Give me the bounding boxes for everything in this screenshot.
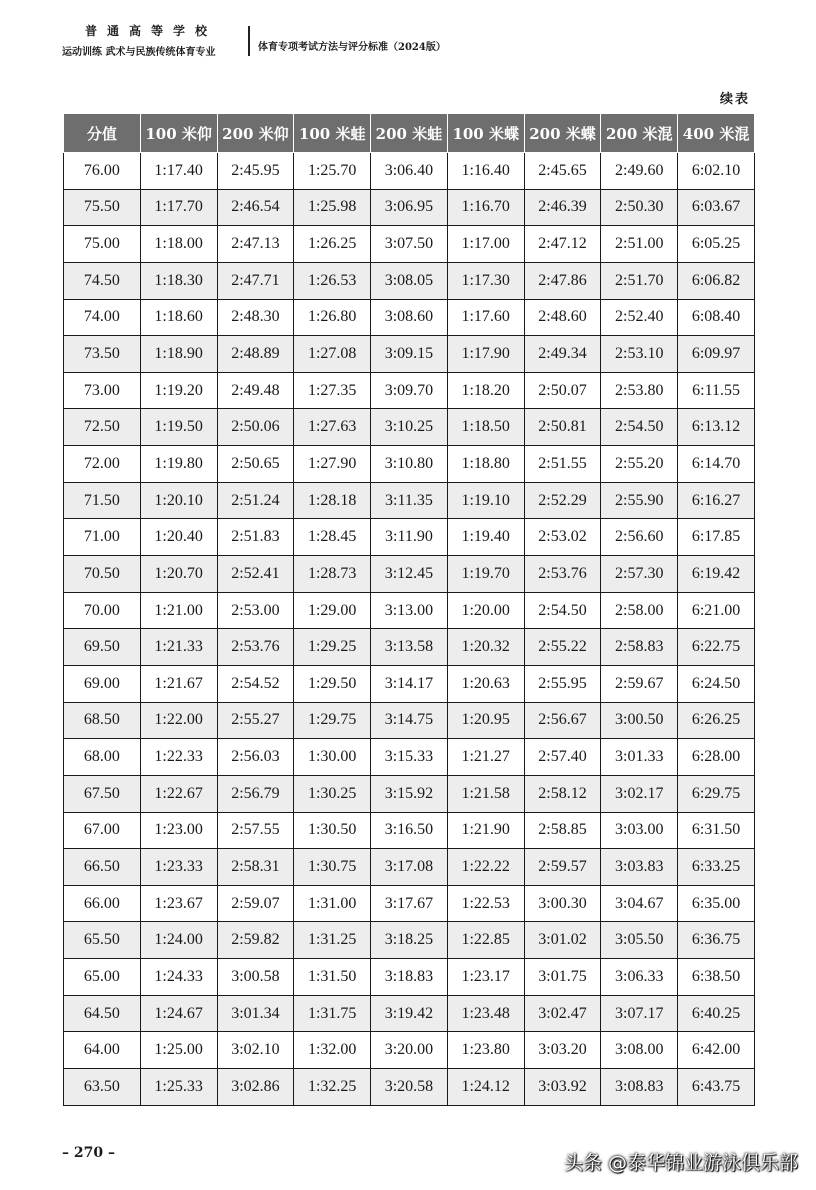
time-cell: 1:23.00 bbox=[140, 812, 217, 849]
time-cell: 3:20.58 bbox=[371, 1069, 448, 1106]
time-cell: 2:54.50 bbox=[524, 592, 601, 629]
time-cell: 2:50.65 bbox=[217, 446, 294, 483]
time-cell: 3:17.67 bbox=[371, 885, 448, 922]
time-cell: 1:21.33 bbox=[140, 629, 217, 666]
score-cell: 76.00 bbox=[64, 153, 141, 190]
time-cell: 3:01.02 bbox=[524, 922, 601, 959]
time-cell: 1:17.60 bbox=[447, 299, 524, 336]
time-cell: 6:33.25 bbox=[678, 849, 755, 886]
time-cell: 2:50.07 bbox=[524, 372, 601, 409]
time-cell: 2:49.48 bbox=[217, 372, 294, 409]
score-table bbox=[63, 113, 755, 1106]
col-header-100m-back: 100 米仰 bbox=[140, 114, 217, 153]
time-cell: 1:31.25 bbox=[294, 922, 371, 959]
time-cell: 2:56.79 bbox=[217, 775, 294, 812]
time-cell: 1:24.33 bbox=[140, 959, 217, 996]
table-row bbox=[64, 592, 755, 629]
time-cell: 6:17.85 bbox=[678, 519, 755, 556]
time-cell: 3:05.50 bbox=[601, 922, 678, 959]
table-row bbox=[64, 739, 755, 776]
time-cell: 2:55.22 bbox=[524, 629, 601, 666]
time-cell: 6:03.67 bbox=[678, 189, 755, 226]
time-cell: 2:48.60 bbox=[524, 299, 601, 336]
table-row bbox=[64, 1069, 755, 1106]
time-cell: 1:27.90 bbox=[294, 446, 371, 483]
time-cell: 1:28.18 bbox=[294, 482, 371, 519]
time-cell: 1:17.40 bbox=[140, 153, 217, 190]
time-cell: 1:20.63 bbox=[447, 665, 524, 702]
time-cell: 1:30.75 bbox=[294, 849, 371, 886]
table-header-row bbox=[64, 114, 755, 153]
table-row bbox=[64, 812, 755, 849]
time-cell: 1:23.17 bbox=[447, 959, 524, 996]
time-cell: 3:02.86 bbox=[217, 1069, 294, 1106]
col-header-200m-fly: 200 米蝶 bbox=[524, 114, 601, 153]
time-cell: 3:03.00 bbox=[601, 812, 678, 849]
time-cell: 1:23.33 bbox=[140, 849, 217, 886]
time-cell: 3:06.40 bbox=[371, 153, 448, 190]
time-cell: 1:24.00 bbox=[140, 922, 217, 959]
col-header-200m-breast: 200 米蛙 bbox=[371, 114, 448, 153]
score-cell: 72.50 bbox=[64, 409, 141, 446]
table-row bbox=[64, 299, 755, 336]
time-cell: 6:29.75 bbox=[678, 775, 755, 812]
time-cell: 1:23.67 bbox=[140, 885, 217, 922]
time-cell: 1:25.70 bbox=[294, 153, 371, 190]
time-cell: 2:53.00 bbox=[217, 592, 294, 629]
time-cell: 1:22.33 bbox=[140, 739, 217, 776]
time-cell: 1:30.25 bbox=[294, 775, 371, 812]
col-header-100m-fly: 100 米蝶 bbox=[447, 114, 524, 153]
time-cell: 1:21.90 bbox=[447, 812, 524, 849]
time-cell: 6:05.25 bbox=[678, 226, 755, 263]
header-divider bbox=[248, 26, 250, 56]
time-cell: 2:56.60 bbox=[601, 519, 678, 556]
table-row bbox=[64, 409, 755, 446]
time-cell: 1:31.00 bbox=[294, 885, 371, 922]
col-header-score: 分值 bbox=[64, 114, 141, 153]
time-cell: 1:30.50 bbox=[294, 812, 371, 849]
table-row bbox=[64, 1032, 755, 1069]
time-cell: 1:19.20 bbox=[140, 372, 217, 409]
time-cell: 2:59.82 bbox=[217, 922, 294, 959]
time-cell: 1:20.70 bbox=[140, 556, 217, 593]
time-cell: 3:08.60 bbox=[371, 299, 448, 336]
time-cell: 3:11.90 bbox=[371, 519, 448, 556]
time-cell: 3:04.67 bbox=[601, 885, 678, 922]
time-cell: 1:26.80 bbox=[294, 299, 371, 336]
time-cell: 2:51.55 bbox=[524, 446, 601, 483]
time-cell: 1:22.67 bbox=[140, 775, 217, 812]
time-cell: 3:14.75 bbox=[371, 702, 448, 739]
time-cell: 2:59.67 bbox=[601, 665, 678, 702]
time-cell: 2:50.06 bbox=[217, 409, 294, 446]
table-row bbox=[64, 849, 755, 886]
time-cell: 3:00.30 bbox=[524, 885, 601, 922]
score-cell: 65.50 bbox=[64, 922, 141, 959]
time-cell: 3:19.42 bbox=[371, 995, 448, 1032]
score-cell: 68.50 bbox=[64, 702, 141, 739]
time-cell: 1:25.00 bbox=[140, 1032, 217, 1069]
time-cell: 1:22.00 bbox=[140, 702, 217, 739]
score-cell: 71.50 bbox=[64, 482, 141, 519]
time-cell: 3:17.08 bbox=[371, 849, 448, 886]
time-cell: 2:50.81 bbox=[524, 409, 601, 446]
time-cell: 3:14.17 bbox=[371, 665, 448, 702]
time-cell: 1:22.22 bbox=[447, 849, 524, 886]
time-cell: 3:08.05 bbox=[371, 262, 448, 299]
time-cell: 2:53.02 bbox=[524, 519, 601, 556]
time-cell: 1:18.90 bbox=[140, 336, 217, 373]
table-row bbox=[64, 519, 755, 556]
time-cell: 2:46.39 bbox=[524, 189, 601, 226]
time-cell: 2:53.10 bbox=[601, 336, 678, 373]
time-cell: 2:57.40 bbox=[524, 739, 601, 776]
time-cell: 1:18.50 bbox=[447, 409, 524, 446]
time-cell: 1:32.00 bbox=[294, 1032, 371, 1069]
table-row bbox=[64, 226, 755, 263]
time-cell: 6:11.55 bbox=[678, 372, 755, 409]
time-cell: 3:18.25 bbox=[371, 922, 448, 959]
time-cell: 3:10.25 bbox=[371, 409, 448, 446]
time-cell: 3:07.17 bbox=[601, 995, 678, 1032]
time-cell: 6:09.97 bbox=[678, 336, 755, 373]
score-cell: 64.50 bbox=[64, 995, 141, 1032]
time-cell: 2:53.80 bbox=[601, 372, 678, 409]
time-cell: 3:16.50 bbox=[371, 812, 448, 849]
time-cell: 3:06.33 bbox=[601, 959, 678, 996]
col-header-200m-back: 200 米仰 bbox=[217, 114, 294, 153]
col-header-100m-breast: 100 米蛙 bbox=[294, 114, 371, 153]
table-row bbox=[64, 372, 755, 409]
score-cell: 67.50 bbox=[64, 775, 141, 812]
time-cell: 2:59.07 bbox=[217, 885, 294, 922]
time-cell: 6:22.75 bbox=[678, 629, 755, 666]
time-cell: 1:32.25 bbox=[294, 1069, 371, 1106]
time-cell: 3:15.92 bbox=[371, 775, 448, 812]
time-cell: 1:29.00 bbox=[294, 592, 371, 629]
time-cell: 1:29.50 bbox=[294, 665, 371, 702]
score-cell: 69.50 bbox=[64, 629, 141, 666]
time-cell: 1:19.80 bbox=[140, 446, 217, 483]
time-cell: 3:08.00 bbox=[601, 1032, 678, 1069]
time-cell: 1:17.90 bbox=[447, 336, 524, 373]
table-row bbox=[64, 702, 755, 739]
time-cell: 6:14.70 bbox=[678, 446, 755, 483]
time-cell: 3:01.75 bbox=[524, 959, 601, 996]
time-cell: 2:47.71 bbox=[217, 262, 294, 299]
time-cell: 1:27.63 bbox=[294, 409, 371, 446]
time-cell: 2:48.30 bbox=[217, 299, 294, 336]
time-cell: 3:13.00 bbox=[371, 592, 448, 629]
table-row bbox=[64, 556, 755, 593]
time-cell: 6:24.50 bbox=[678, 665, 755, 702]
score-cell: 73.50 bbox=[64, 336, 141, 373]
score-cell: 72.00 bbox=[64, 446, 141, 483]
score-cell: 68.00 bbox=[64, 739, 141, 776]
score-cell: 75.00 bbox=[64, 226, 141, 263]
time-cell: 1:20.95 bbox=[447, 702, 524, 739]
time-cell: 1:29.75 bbox=[294, 702, 371, 739]
time-cell: 1:26.25 bbox=[294, 226, 371, 263]
time-cell: 3:09.15 bbox=[371, 336, 448, 373]
time-cell: 1:31.75 bbox=[294, 995, 371, 1032]
time-cell: 3:20.00 bbox=[371, 1032, 448, 1069]
table-row bbox=[64, 482, 755, 519]
time-cell: 6:13.12 bbox=[678, 409, 755, 446]
time-cell: 3:11.35 bbox=[371, 482, 448, 519]
time-cell: 1:19.70 bbox=[447, 556, 524, 593]
time-cell: 1:30.00 bbox=[294, 739, 371, 776]
time-cell: 1:26.53 bbox=[294, 262, 371, 299]
time-cell: 1:19.10 bbox=[447, 482, 524, 519]
page-number: – 270 – bbox=[62, 1145, 115, 1161]
time-cell: 2:47.86 bbox=[524, 262, 601, 299]
score-cell: 75.50 bbox=[64, 189, 141, 226]
table-row bbox=[64, 446, 755, 483]
time-cell: 1:27.35 bbox=[294, 372, 371, 409]
time-cell: 3:00.58 bbox=[217, 959, 294, 996]
header-series-block bbox=[62, 22, 240, 58]
time-cell: 1:16.40 bbox=[447, 153, 524, 190]
table-row bbox=[64, 336, 755, 373]
time-cell: 6:40.25 bbox=[678, 995, 755, 1032]
time-cell: 3:12.45 bbox=[371, 556, 448, 593]
time-cell: 2:47.13 bbox=[217, 226, 294, 263]
header-book-title: 体育专项考试方法与评分标准（2024版） bbox=[258, 42, 446, 53]
time-cell: 1:23.48 bbox=[447, 995, 524, 1032]
time-cell: 6:42.00 bbox=[678, 1032, 755, 1069]
time-cell: 6:28.00 bbox=[678, 739, 755, 776]
time-cell: 6:31.50 bbox=[678, 812, 755, 849]
time-cell: 6:21.00 bbox=[678, 592, 755, 629]
time-cell: 2:51.00 bbox=[601, 226, 678, 263]
time-cell: 1:21.00 bbox=[140, 592, 217, 629]
time-cell: 2:54.50 bbox=[601, 409, 678, 446]
time-cell: 1:20.00 bbox=[447, 592, 524, 629]
time-cell: 2:51.83 bbox=[217, 519, 294, 556]
time-cell: 2:57.55 bbox=[217, 812, 294, 849]
table-row bbox=[64, 775, 755, 812]
time-cell: 6:16.27 bbox=[678, 482, 755, 519]
time-cell: 3:15.33 bbox=[371, 739, 448, 776]
score-cell: 64.00 bbox=[64, 1032, 141, 1069]
score-cell: 74.00 bbox=[64, 299, 141, 336]
continued-label: 续表 bbox=[719, 92, 750, 107]
time-cell: 3:08.83 bbox=[601, 1069, 678, 1106]
time-cell: 2:49.60 bbox=[601, 153, 678, 190]
time-cell: 1:18.20 bbox=[447, 372, 524, 409]
time-cell: 2:58.83 bbox=[601, 629, 678, 666]
time-cell: 2:49.34 bbox=[524, 336, 601, 373]
time-cell: 6:35.00 bbox=[678, 885, 755, 922]
time-cell: 2:54.52 bbox=[217, 665, 294, 702]
time-cell: 1:31.50 bbox=[294, 959, 371, 996]
time-cell: 2:58.85 bbox=[524, 812, 601, 849]
time-cell: 2:59.57 bbox=[524, 849, 601, 886]
header-series-title: 普通高等学校 bbox=[84, 24, 217, 38]
time-cell: 6:36.75 bbox=[678, 922, 755, 959]
score-cell: 67.00 bbox=[64, 812, 141, 849]
time-cell: 2:55.27 bbox=[217, 702, 294, 739]
time-cell: 6:08.40 bbox=[678, 299, 755, 336]
time-cell: 1:19.50 bbox=[140, 409, 217, 446]
time-cell: 2:57.30 bbox=[601, 556, 678, 593]
table-row bbox=[64, 153, 755, 190]
time-cell: 3:03.20 bbox=[524, 1032, 601, 1069]
time-cell: 2:52.41 bbox=[217, 556, 294, 593]
time-cell: 1:20.40 bbox=[140, 519, 217, 556]
time-cell: 6:19.42 bbox=[678, 556, 755, 593]
time-cell: 1:21.58 bbox=[447, 775, 524, 812]
time-cell: 1:25.98 bbox=[294, 189, 371, 226]
running-header bbox=[62, 22, 762, 62]
col-header-400m-im: 400 米混 bbox=[678, 114, 755, 153]
time-cell: 3:01.33 bbox=[601, 739, 678, 776]
time-cell: 1:28.73 bbox=[294, 556, 371, 593]
header-major: 运动训练 武术与民族传统体育专业 bbox=[62, 47, 216, 58]
time-cell: 1:20.32 bbox=[447, 629, 524, 666]
time-cell: 2:51.70 bbox=[601, 262, 678, 299]
time-cell: 6:06.82 bbox=[678, 262, 755, 299]
time-cell: 2:58.12 bbox=[524, 775, 601, 812]
time-cell: 3:06.95 bbox=[371, 189, 448, 226]
time-cell: 2:56.67 bbox=[524, 702, 601, 739]
time-cell: 3:02.17 bbox=[601, 775, 678, 812]
time-cell: 1:22.85 bbox=[447, 922, 524, 959]
time-cell: 2:50.30 bbox=[601, 189, 678, 226]
time-cell: 2:52.29 bbox=[524, 482, 601, 519]
time-cell: 1:18.60 bbox=[140, 299, 217, 336]
score-cell: 65.00 bbox=[64, 959, 141, 996]
time-cell: 2:45.95 bbox=[217, 153, 294, 190]
table-row bbox=[64, 922, 755, 959]
time-cell: 1:24.67 bbox=[140, 995, 217, 1032]
time-cell: 1:21.67 bbox=[140, 665, 217, 702]
time-cell: 1:21.27 bbox=[447, 739, 524, 776]
time-cell: 2:51.24 bbox=[217, 482, 294, 519]
time-cell: 1:27.08 bbox=[294, 336, 371, 373]
score-cell: 63.50 bbox=[64, 1069, 141, 1106]
time-cell: 6:38.50 bbox=[678, 959, 755, 996]
time-cell: 6:02.10 bbox=[678, 153, 755, 190]
score-cell: 66.50 bbox=[64, 849, 141, 886]
score-cell: 71.00 bbox=[64, 519, 141, 556]
table-row bbox=[64, 629, 755, 666]
time-cell: 2:55.20 bbox=[601, 446, 678, 483]
time-cell: 1:17.00 bbox=[447, 226, 524, 263]
time-cell: 3:02.10 bbox=[217, 1032, 294, 1069]
table-row bbox=[64, 995, 755, 1032]
table-row bbox=[64, 189, 755, 226]
score-cell: 74.50 bbox=[64, 262, 141, 299]
score-cell: 73.00 bbox=[64, 372, 141, 409]
time-cell: 3:10.80 bbox=[371, 446, 448, 483]
time-cell: 1:29.25 bbox=[294, 629, 371, 666]
table-row bbox=[64, 959, 755, 996]
time-cell: 2:52.40 bbox=[601, 299, 678, 336]
time-cell: 2:56.03 bbox=[217, 739, 294, 776]
time-cell: 3:03.83 bbox=[601, 849, 678, 886]
time-cell: 2:47.12 bbox=[524, 226, 601, 263]
score-cell: 69.00 bbox=[64, 665, 141, 702]
time-cell: 1:20.10 bbox=[140, 482, 217, 519]
time-cell: 2:58.31 bbox=[217, 849, 294, 886]
time-cell: 1:24.12 bbox=[447, 1069, 524, 1106]
watermark: 头条 @泰华锦业游泳俱乐部 bbox=[563, 1152, 798, 1174]
time-cell: 2:46.54 bbox=[217, 189, 294, 226]
time-cell: 3:07.50 bbox=[371, 226, 448, 263]
time-cell: 1:25.33 bbox=[140, 1069, 217, 1106]
table-row bbox=[64, 262, 755, 299]
time-cell: 2:55.90 bbox=[601, 482, 678, 519]
time-cell: 2:53.76 bbox=[217, 629, 294, 666]
time-cell: 3:18.83 bbox=[371, 959, 448, 996]
time-cell: 1:18.30 bbox=[140, 262, 217, 299]
time-cell: 3:09.70 bbox=[371, 372, 448, 409]
time-cell: 1:17.30 bbox=[447, 262, 524, 299]
table-row bbox=[64, 885, 755, 922]
time-cell: 1:17.70 bbox=[140, 189, 217, 226]
time-cell: 1:22.53 bbox=[447, 885, 524, 922]
time-cell: 3:13.58 bbox=[371, 629, 448, 666]
time-cell: 3:03.92 bbox=[524, 1069, 601, 1106]
table-body bbox=[64, 153, 755, 1106]
time-cell: 3:01.34 bbox=[217, 995, 294, 1032]
time-cell: 2:55.95 bbox=[524, 665, 601, 702]
time-cell: 2:48.89 bbox=[217, 336, 294, 373]
time-cell: 2:58.00 bbox=[601, 592, 678, 629]
time-cell: 1:18.00 bbox=[140, 226, 217, 263]
time-cell: 1:16.70 bbox=[447, 189, 524, 226]
time-cell: 3:02.47 bbox=[524, 995, 601, 1032]
time-cell: 3:00.50 bbox=[601, 702, 678, 739]
time-cell: 1:19.40 bbox=[447, 519, 524, 556]
score-cell: 70.00 bbox=[64, 592, 141, 629]
time-cell: 2:53.76 bbox=[524, 556, 601, 593]
time-cell: 6:43.75 bbox=[678, 1069, 755, 1106]
time-cell: 1:18.80 bbox=[447, 446, 524, 483]
col-header-200m-im: 200 米混 bbox=[601, 114, 678, 153]
score-cell: 66.00 bbox=[64, 885, 141, 922]
time-cell: 6:26.25 bbox=[678, 702, 755, 739]
time-cell: 1:28.45 bbox=[294, 519, 371, 556]
time-cell: 1:23.80 bbox=[447, 1032, 524, 1069]
table-row bbox=[64, 665, 755, 702]
time-cell: 2:45.65 bbox=[524, 153, 601, 190]
score-cell: 70.50 bbox=[64, 556, 141, 593]
